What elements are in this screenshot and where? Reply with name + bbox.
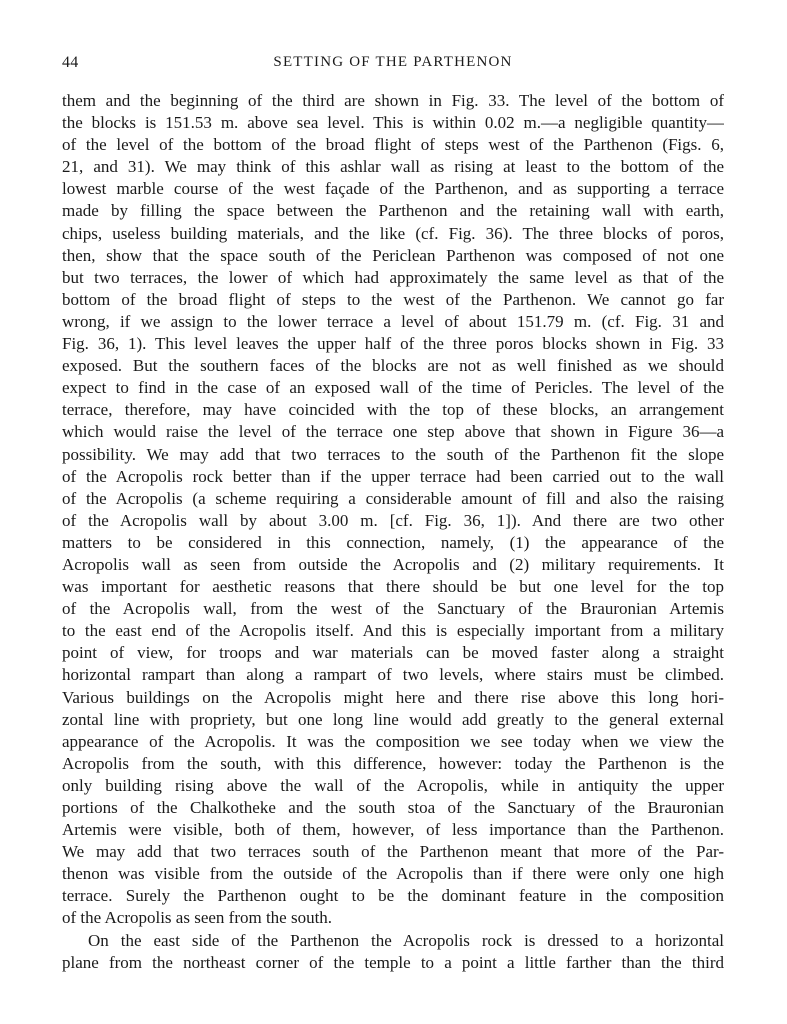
text-line: to the east end of the Acropolis itself. And this is especially important from a military [62, 621, 724, 641]
text-line: 21, and 31). We may think of this ashlar wall as rising at least to the bottom of the [62, 157, 724, 177]
text-line: lowest marble course of the west façade of the Parthenon, and as supporting a terrace [62, 179, 724, 199]
text-line: only building rising above the wall of the Acropolis, while in antiquity the upper [62, 775, 724, 795]
paragraph-end-line: of the Acropolis as seen from the south. [62, 908, 333, 928]
page-number: 44 [62, 54, 79, 71]
text-line: terrace. Surely the Parthenon ought to be the dominant feature in the composition [62, 886, 724, 906]
text-line: plane from the northeast corner of the temple to a point a little farther than the third [62, 952, 724, 972]
text-line: zontal line with propriety, but one long line would add greatly to the general external [62, 709, 724, 729]
text-line: portions of the Chalkotheke and the south stoa of the Sanctuary of the Brauronian [62, 798, 724, 817]
text-line: of the Acropolis rock better than if the upper terrace had been carried out to the wall [62, 466, 724, 486]
text-line: expect to find in the case of an exposed wall of the time of Pericles. The level of the [62, 378, 724, 398]
text-line: Fig. 36, 1). This level leaves the upper half of the three poros blocks shown in Fig. 33 [62, 334, 724, 354]
body-text [62, 90, 724, 974]
text-line: wrong, if we assign to the lower terrace a level of about 151.79 m. (cf. Fig. 31 and [62, 311, 724, 331]
text-line: which would raise the level of the terrace one step above that shown in Figure 36—a [62, 422, 724, 442]
text-line: bottom of the broad flight of steps to the west of the Parthenon. We cannot go far [62, 289, 724, 309]
text-line: the blocks is 151.53 m. above sea level. This is within 0.02 m.—a negligible quantity— [62, 113, 724, 133]
text-line: but two terraces, the lower of which had approximately the same level as that of the [62, 267, 724, 287]
text-line: thenon was visible from the outside of the Acropolis than if there were only one high [62, 864, 724, 884]
paragraph-start-line: On the east side of the Parthenon the Acropolis rock is dressed to a horizontal [88, 930, 724, 950]
text-line: point of view, for troops and war materials can be moved faster along a straight [62, 643, 724, 663]
text-line: Acropolis from the south, with this difference, however: today the Parthenon is the [62, 753, 724, 773]
text-line: possibility. We may add that two terraces to the south of the Parthenon fit the slope [62, 444, 724, 464]
text-line: appearance of the Acropolis. It was the composition we see today when we view the [62, 731, 724, 751]
text-line: matters to be considered in this connection, namely, (1) the appearance of the [62, 532, 724, 552]
text-line: of the level of the bottom of the broad flight of steps west of the Parthenon (Figs. 6, [62, 135, 724, 155]
text-line: Acropolis wall as seen from outside the Acropolis and (2) military requirements. It [62, 554, 724, 574]
text-line: exposed. But the southern faces of the blocks are not as well finished as we should [62, 356, 724, 376]
text-line: of the Acropolis wall, from the west of the Sanctuary of the Brauronian Artemis [62, 599, 724, 619]
text-line: of the Acropolis (a scheme requiring a considerable amount of fill and also the raising [62, 488, 724, 508]
text-line: them and the beginning of the third are shown in Fig. 33. The level of the bottom of [62, 91, 724, 110]
text-line: then, show that the space south of the Periclean Parthenon was composed of not one [62, 245, 724, 265]
text-line: Various buildings on the Acropolis might here and there rise above this long hori- [62, 687, 724, 707]
text-line: We may add that two terraces south of the Parthenon meant that more of the Par- [62, 842, 724, 862]
text-line: chips, useless building materials, and the like (cf. Fig. 36). The three blocks of poros, [62, 223, 724, 243]
page-header [62, 54, 724, 76]
running-title: SETTING OF THE PARTHENON [273, 54, 513, 70]
text-line: terrace, therefore, may have coincided with the top of these blocks, an arrangement [62, 400, 724, 420]
text-line: Artemis were visible, both of them, however, of less importance than the Parthenon. [62, 820, 724, 840]
text-line: was important for aesthetic reasons that there should be but one level for the top [62, 577, 724, 597]
text-line: of the Acropolis wall by about 3.00 m. [cf. Fig. 36, 1]). And there are two other [62, 510, 724, 530]
text-line: made by filling the space between the Parthenon and the retaining wall with earth, [62, 201, 724, 221]
text-line: horizontal rampart than along a rampart of two levels, where stairs must be climbed. [62, 665, 724, 685]
